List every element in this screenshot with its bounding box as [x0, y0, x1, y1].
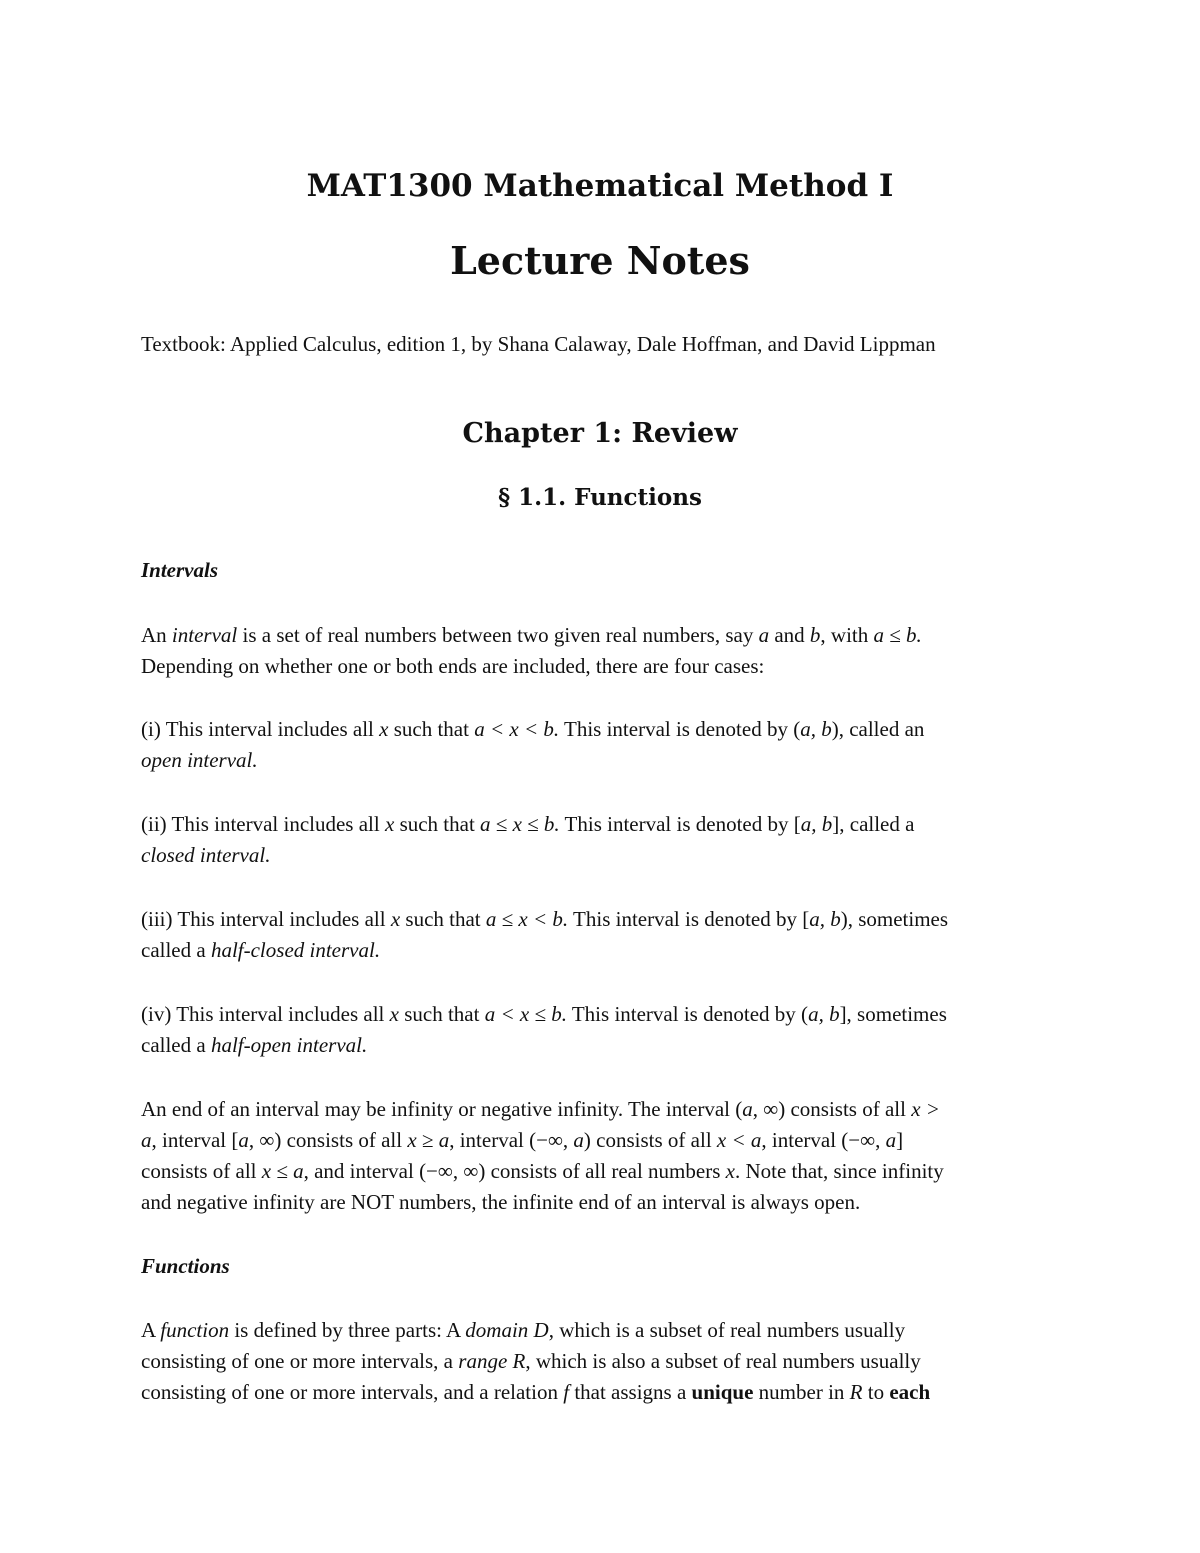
- chapter-heading: Chapter 1: Review: [462, 418, 738, 449]
- intro-line-1: An interval is a set of real numbers between two given real numbers, say a and b, with a ≤ b.: [141, 623, 922, 647]
- document-title: Lecture Notes: [450, 238, 750, 283]
- case-iv-paragraph: (iv) This interval includes all x such that a < x ≤ b. This interval is denoted by (a, b], sometimes called a half-open interval.: [141, 1002, 947, 1057]
- functions-paragraph: A function is defined by three parts: A domain D, which is a subset of real numbers usually consisting of one or more intervals, a range R, which is also a subset of real numbers usually consisting of one or more intervals, and a relation f that assigns a unique number in R to each: [141, 1318, 931, 1404]
- infinity-paragraph: An end of an interval may be infinity or negative infinity. The interval (a, ∞) consists of all x > a, interval [a, ∞) consists of all x ≥ a, interval (−∞, a) consists of all x < a, interval (−∞, a] consists of all x ≤ a, and interval (−∞, ∞) consists of all real numbers x. Note that, since infinity and negative infinity are NOT numbers, the infinite end of an interval is always open.: [141, 1097, 944, 1214]
- section-heading: § 1.1. Functions: [498, 484, 702, 511]
- case-iii-paragraph: (iii) This interval includes all x such that a ≤ x < b. This interval is denoted by [a, b), sometimes called a half-closed interval.: [141, 907, 949, 962]
- intro-line-2: Depending on whether one or both ends are included, there are four cases:: [141, 654, 765, 678]
- case-ii-paragraph: (ii) This interval includes all x such that a ≤ x ≤ b. This interval is denoted by [a, b], called a closed interval.: [141, 812, 915, 867]
- intervals-heading: Intervals: [141, 558, 219, 582]
- course-title: MAT1300 Mathematical Method I: [306, 168, 894, 204]
- textbook-reference: Textbook: Applied Calculus, edition 1, by Shana Calaway, Dale Hoffman, and David Lippman: [141, 332, 936, 356]
- functions-heading: Functions: [141, 1254, 230, 1278]
- intervals-intro-paragraph: [141, 620, 1061, 682]
- case-i-paragraph: (i) This interval includes all x such that a < x < b. This interval is denoted by (a, b), called an open interval.: [141, 717, 925, 772]
